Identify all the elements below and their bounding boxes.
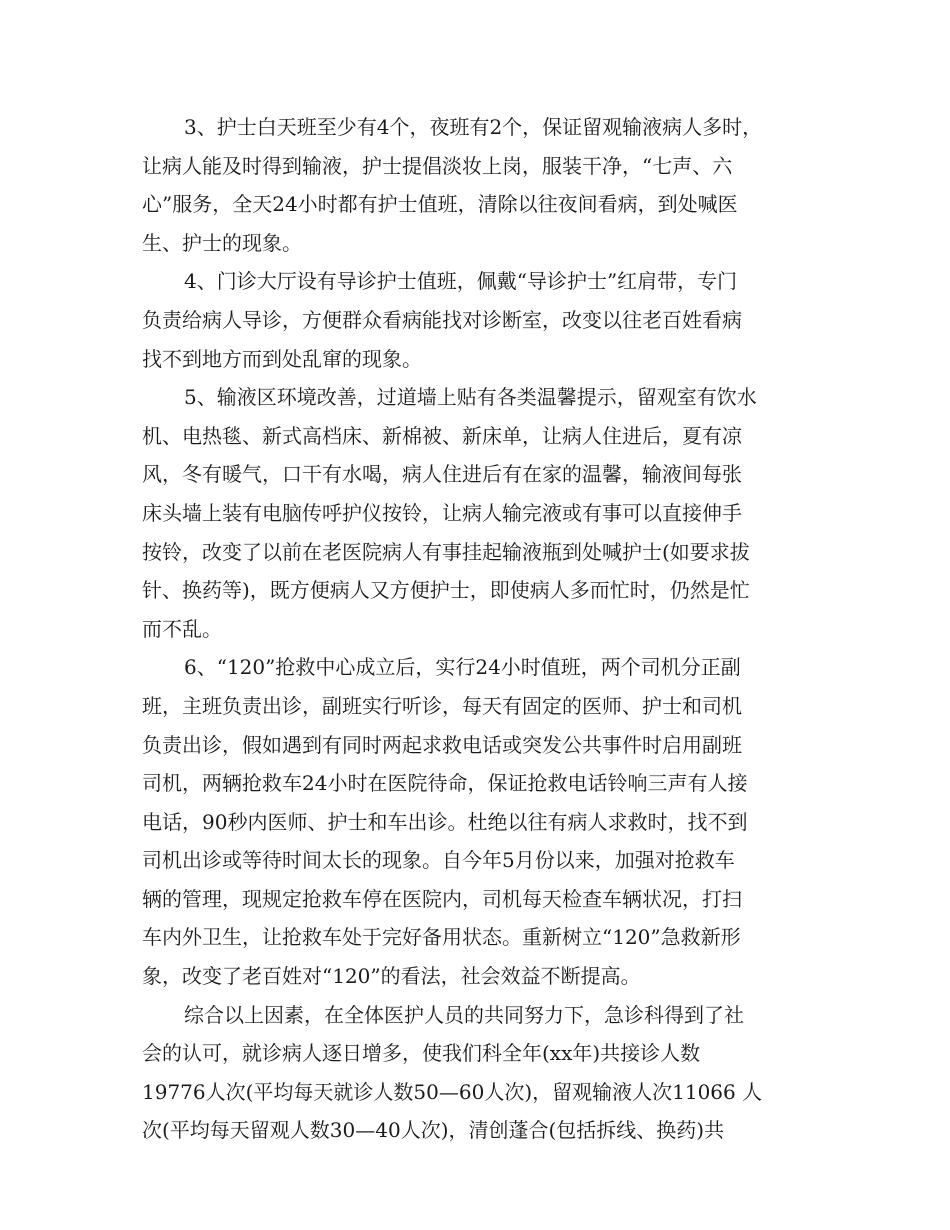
paragraph-4-line-2: 负责给病人导诊，方便群众看病能找对诊断室，改变以往老百姓看病 bbox=[142, 307, 742, 332]
paragraph-6-line-8: 车内外卫生，让抢救车处于完好备用状态。重新树立“120”急救新形 bbox=[142, 925, 741, 950]
paragraph-3-line-2: 让病人能及时得到输液，护士提倡淡妆上岗，服装干净，“七声、六 bbox=[142, 153, 733, 178]
paragraph-5-line-4: 床头墙上装有电脑传呼护仪按铃，让病人输完液或有事可以直接伸手 bbox=[142, 500, 742, 525]
paragraph-5-line-3: 风，冬有暖气，口干有水喝，病人住进后有在家的温馨，输液间每张 bbox=[142, 462, 742, 487]
paragraph-3-line-1: 3、护士白天班至少有4个，夜班有2个，保证留观输液病人多时， bbox=[184, 115, 763, 139]
summary-paragraph-line-4: 次(平均每天留观人数30—40人次)，清创蓬合(包括拆线、换药)共 bbox=[142, 1118, 725, 1143]
paragraph-6-line-1: 6、“120”抢救中心成立后，实行24小时值班，两个司机分正副 bbox=[184, 655, 741, 680]
paragraph-5-line-6: 针、换药等)，既方便病人又方便护士，即使病人多而忙时，仍然是忙 bbox=[142, 578, 750, 603]
paragraph-6-line-5: 电话，90秒内医师、护士和车出诊。杜绝以往有病人求救时，找不到 bbox=[142, 809, 748, 834]
body-text bbox=[142, 108, 810, 1150]
paragraph-6-line-7: 辆的管理，现规定抢救车停在医院内，司机每天检查车辆状况，打扫 bbox=[142, 886, 742, 911]
paragraph-3-line-4: 生、护士的现象。 bbox=[142, 230, 302, 255]
paragraph-4-line-3: 找不到地方而到处乱窜的现象。 bbox=[142, 346, 422, 371]
paragraph-6-line-9: 象，改变了老百姓对“120”的看法，社会效益不断提高。 bbox=[142, 964, 641, 989]
summary-paragraph-line-3: 19776人次(平均每天就诊人数50—60人次)，留观输液人次11066 人 bbox=[142, 1079, 763, 1104]
paragraph-6-line-6: 司机出诊或等待时间太长的现象。自今年5月份以来，加强对抢救车 bbox=[142, 848, 735, 873]
paragraph-6-line-4: 司机，两辆抢救车24小时在医院待命，保证抢救电话铃响三声有人接 bbox=[142, 771, 748, 796]
paragraph-6-line-3: 负责出诊，假如遇到有同时两起求救电话或突发公共事件时启用副班 bbox=[142, 732, 742, 757]
summary-paragraph-line-1: 综合以上因素，在全体医护人员的共同努力下，急诊科得到了社 bbox=[184, 1002, 744, 1027]
paragraph-5-line-2: 机、电热毯、新式高档床、新棉被、新床单，让病人住进后，夏有凉 bbox=[142, 423, 742, 448]
paragraph-5-line-1: 5、输液区环境改善，过道墙上贴有各类温馨提示，留观室有饮水 bbox=[184, 385, 757, 410]
paragraph-4-line-1: 4、门诊大厅设有导诊护士值班，佩戴“导诊护士”红肩带，专门 bbox=[184, 269, 738, 294]
paragraph-5-line-5: 按铃，改变了以前在老医院病人有事挂起输液瓶到处喊护士(如要求拔 bbox=[142, 539, 750, 564]
paragraph-6-line-2: 班，主班负责出诊，副班实行听诊，每天有固定的医师、护士和司机 bbox=[142, 693, 742, 718]
paragraph-5-line-7: 而不乱。 bbox=[142, 616, 222, 641]
paragraph-3-line-3: 心”服务，全天24小时都有护士值班，清除以往夜间看病，到处喊医 bbox=[142, 192, 738, 217]
summary-paragraph-line-2: 会的认可，就诊病人逐日增多，使我们科全年(xx年)共接诊人数 bbox=[142, 1041, 701, 1066]
